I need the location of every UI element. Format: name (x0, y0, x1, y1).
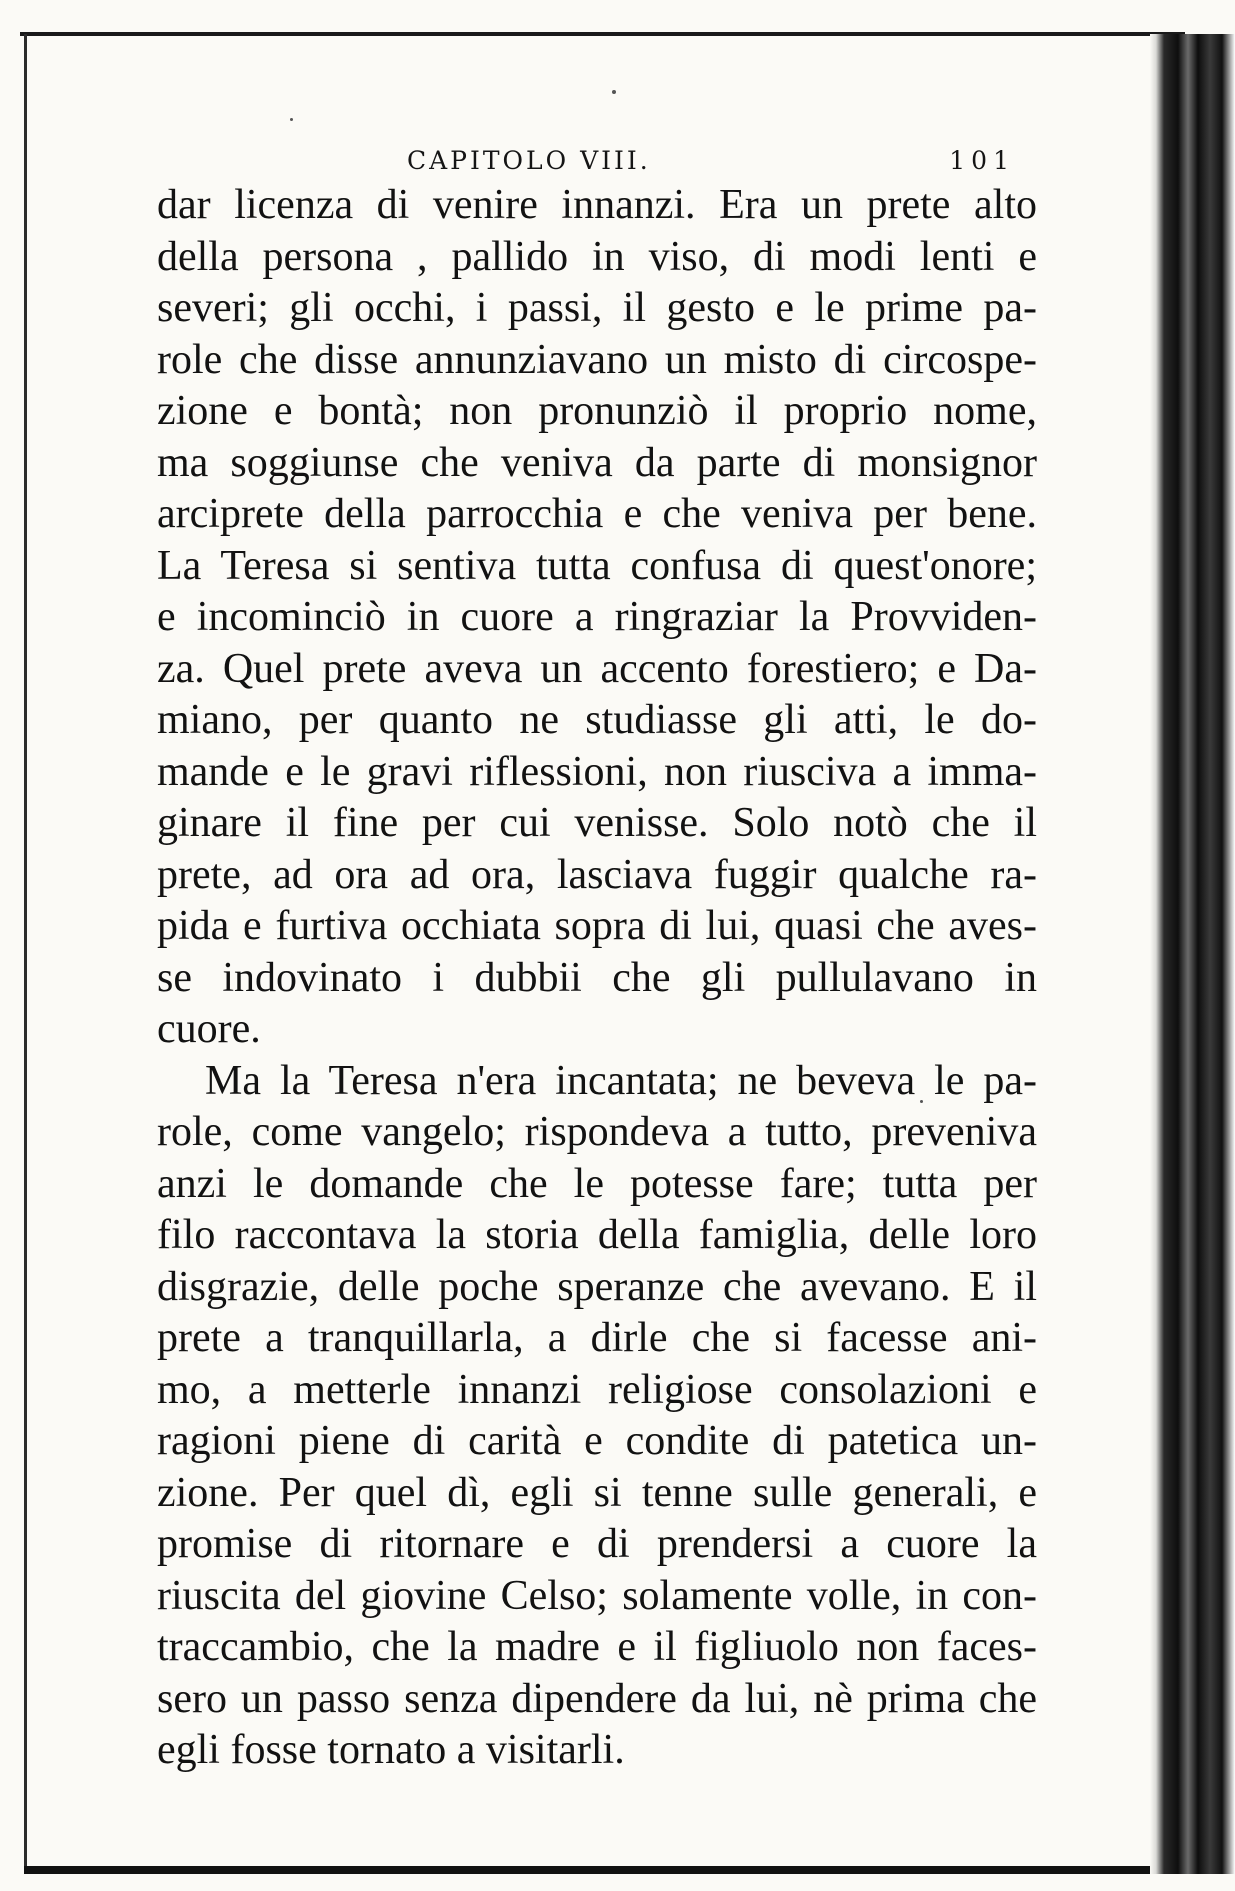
ink-speck (290, 118, 293, 121)
running-header (157, 146, 1037, 176)
text-line: riuscita del giovine Celso; solamente volle, in con- (157, 1572, 1037, 1619)
text-line: mande e le gravi riflessioni, non riusciva a imma- (157, 748, 1037, 795)
text-line: pida e furtiva occhiata sopra di lui, quasi che aves- (157, 903, 1037, 949)
text-line: role che disse annunziavano un misto di circospe- (157, 336, 1037, 383)
text-line: prete, ad ora ad ora, lasciava fuggir qualche ra- (157, 851, 1037, 898)
text-line: anzi le domande che le potesse fare; tutta per (157, 1160, 1037, 1207)
text-line: promise di ritornare e di prendersi a cuore la (157, 1521, 1037, 1567)
text-line: ragioni piene di carità e condite di patetica un- (157, 1418, 1037, 1464)
text-line: egli fosse tornato a visitarli. (157, 1727, 625, 1773)
text-line: disgrazie, delle poche speranze che avevano. E il (157, 1263, 1037, 1310)
text-line: dar licenza di venire innanzi. Era un prete alto (157, 182, 1037, 228)
chapter-title: CAPITOLO VIII. (407, 146, 651, 175)
text-line: prete a tranquillarla, a dirle che si facesse ani- (157, 1315, 1037, 1361)
text-line: traccambio, che la madre e il figliuolo non faces- (157, 1624, 1037, 1670)
text-line: La Teresa si sentiva tutta confusa di quest'onore; (157, 542, 1037, 589)
text-line: cuore. (157, 1006, 261, 1052)
text-line: zione e bontà; non pronunziò il proprio nome, (157, 388, 1037, 434)
text-line: arciprete della parrocchia e che veniva per bene. (157, 491, 1037, 537)
text-line: mo, a metterle innanzi religiose consolazioni e (157, 1366, 1037, 1413)
text-line: severi; gli occhi, i passi, il gesto e le prime pa- (157, 285, 1037, 331)
text-line: ma soggiunse che veniva da parte di monsignor (157, 439, 1037, 486)
text-line: e incominciò in cuore a ringraziar la Provviden- (157, 594, 1037, 640)
text-line: della persona , pallido in viso, di modi lenti e (157, 233, 1037, 280)
page-top-edge (20, 32, 1185, 36)
text-line: filo raccontava la storia della famiglia, delle loro (157, 1212, 1037, 1258)
text-line: zione. Per quel dì, egli si tenne sulle generali, e (157, 1469, 1037, 1516)
text-line: ginare il fine per cui venisse. Solo notò che il (157, 800, 1037, 846)
page-bottom-edge (24, 1866, 1194, 1874)
body-text (157, 180, 1037, 1777)
ink-speck (612, 90, 616, 94)
text-line: Ma la Teresa n'era incantata; ne beveva le pa- (205, 1057, 1037, 1104)
page-left-edge (24, 34, 27, 1874)
text-line: za. Quel prete aveva un accento forestiero; e Da- (157, 645, 1037, 692)
page-number: 101 (949, 146, 1015, 175)
text-line: se indovinato i dubbii che gli pullulavano in (157, 954, 1037, 1001)
book-spine-shadow (1150, 34, 1235, 1874)
text-line: sero un passo senza dipendere da lui, nè prima che (157, 1675, 1037, 1722)
text-line: role, come vangelo; rispondeva a tutto, preveniva (157, 1109, 1037, 1155)
text-line: miano, per quanto ne studiasse gli atti, le do- (157, 697, 1037, 743)
